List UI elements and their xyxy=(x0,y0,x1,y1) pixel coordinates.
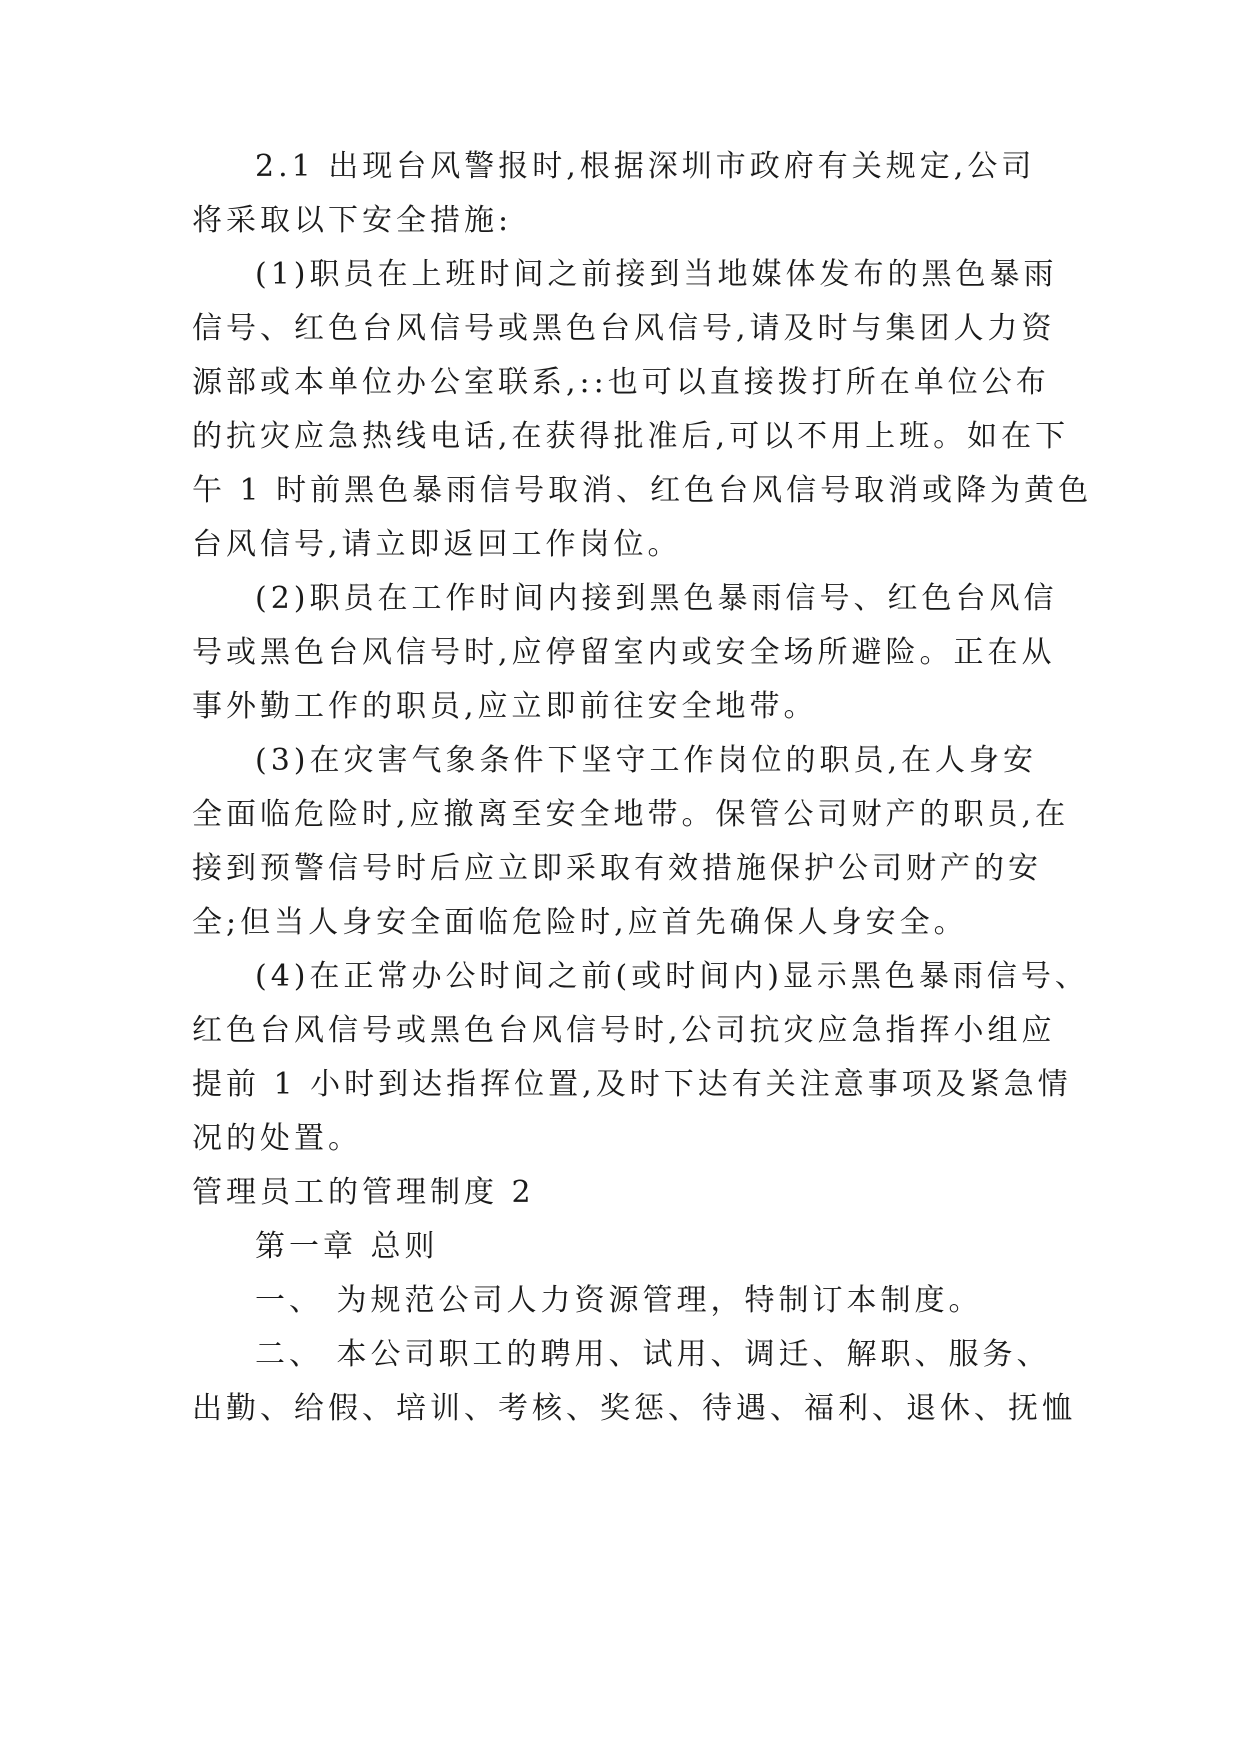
paragraph-2-1-line-2: 将采取以下安全措施: xyxy=(192,203,513,238)
item-3-line-3: 接到预警信号时后应立即采取有效措施保护公司财产的安 xyxy=(192,851,1042,886)
item-2-line-1: (2)职员在工作时间内接到黑色暴雨信号、红色台风信 xyxy=(255,581,1058,616)
item-4-line-2: 红色台风信号或黑色台风信号时,公司抗灾应急指挥小组应 xyxy=(192,1013,1056,1048)
item-3-line-1: (3)在灾害气象条件下坚守工作岗位的职员,在人身安 xyxy=(255,743,1038,778)
item-1-line-4: 的抗灾应急热线电话,在获得批准后,可以不用上班。如在下 xyxy=(192,419,1070,454)
item-3-line-2: 全面临危险时,应撤离至安全地带。保管公司财产的职员,在 xyxy=(192,797,1070,832)
clause-2-line-1: 二、 本公司职工的聘用、试用、调迁、解职、服务、 xyxy=(255,1337,1051,1372)
item-4-line-3: 提前 1 小时到达指挥位置,及时下达有关注意事项及紧急情 xyxy=(192,1067,1072,1102)
clause-2-line-2: 出勤、给假、培训、考核、奖惩、待遇、福利、退休、抚恤 xyxy=(192,1391,1076,1426)
item-1-line-3: 源部或本单位办公室联系,::也可以直接拨打所在单位公布 xyxy=(192,365,1050,400)
item-1-line-1: (1)职员在上班时间之前接到当地媒体发布的黑色暴雨 xyxy=(255,257,1058,292)
paragraph-2-1-line-1: 2.1 出现台风警报时,根据深圳市政府有关规定,公司 xyxy=(255,149,1036,184)
item-1-line-5: 午 1 时前黑色暴雨信号取消、红色台风信号取消或降为黄色 xyxy=(192,473,1093,508)
clause-1-line-1: 一、 为规范公司人力资源管理，特制订本制度。 xyxy=(255,1283,983,1318)
item-2-line-2: 号或黑色台风信号时,应停留室内或安全场所避险。正在从 xyxy=(192,635,1056,670)
item-1-line-6: 台风信号,请立即返回工作岗位。 xyxy=(192,527,682,562)
section-heading: 管理员工的管理制度 2 xyxy=(192,1175,535,1210)
item-1-line-2: 信号、红色台风信号或黑色台风信号,请及时与集团人力资 xyxy=(192,311,1056,346)
item-4-line-4: 况的处置。 xyxy=(192,1121,362,1156)
item-2-line-3: 事外勤工作的职员,应立即前往安全地带。 xyxy=(192,689,818,724)
item-3-line-4: 全;但当人身安全面临危险时,应首先确保人身安全。 xyxy=(192,905,968,940)
chapter-heading: 第一章 总则 xyxy=(255,1229,439,1264)
item-4-line-1: (4)在正常办公时间之前(或时间内)显示黑色暴雨信号、 xyxy=(255,959,1089,994)
